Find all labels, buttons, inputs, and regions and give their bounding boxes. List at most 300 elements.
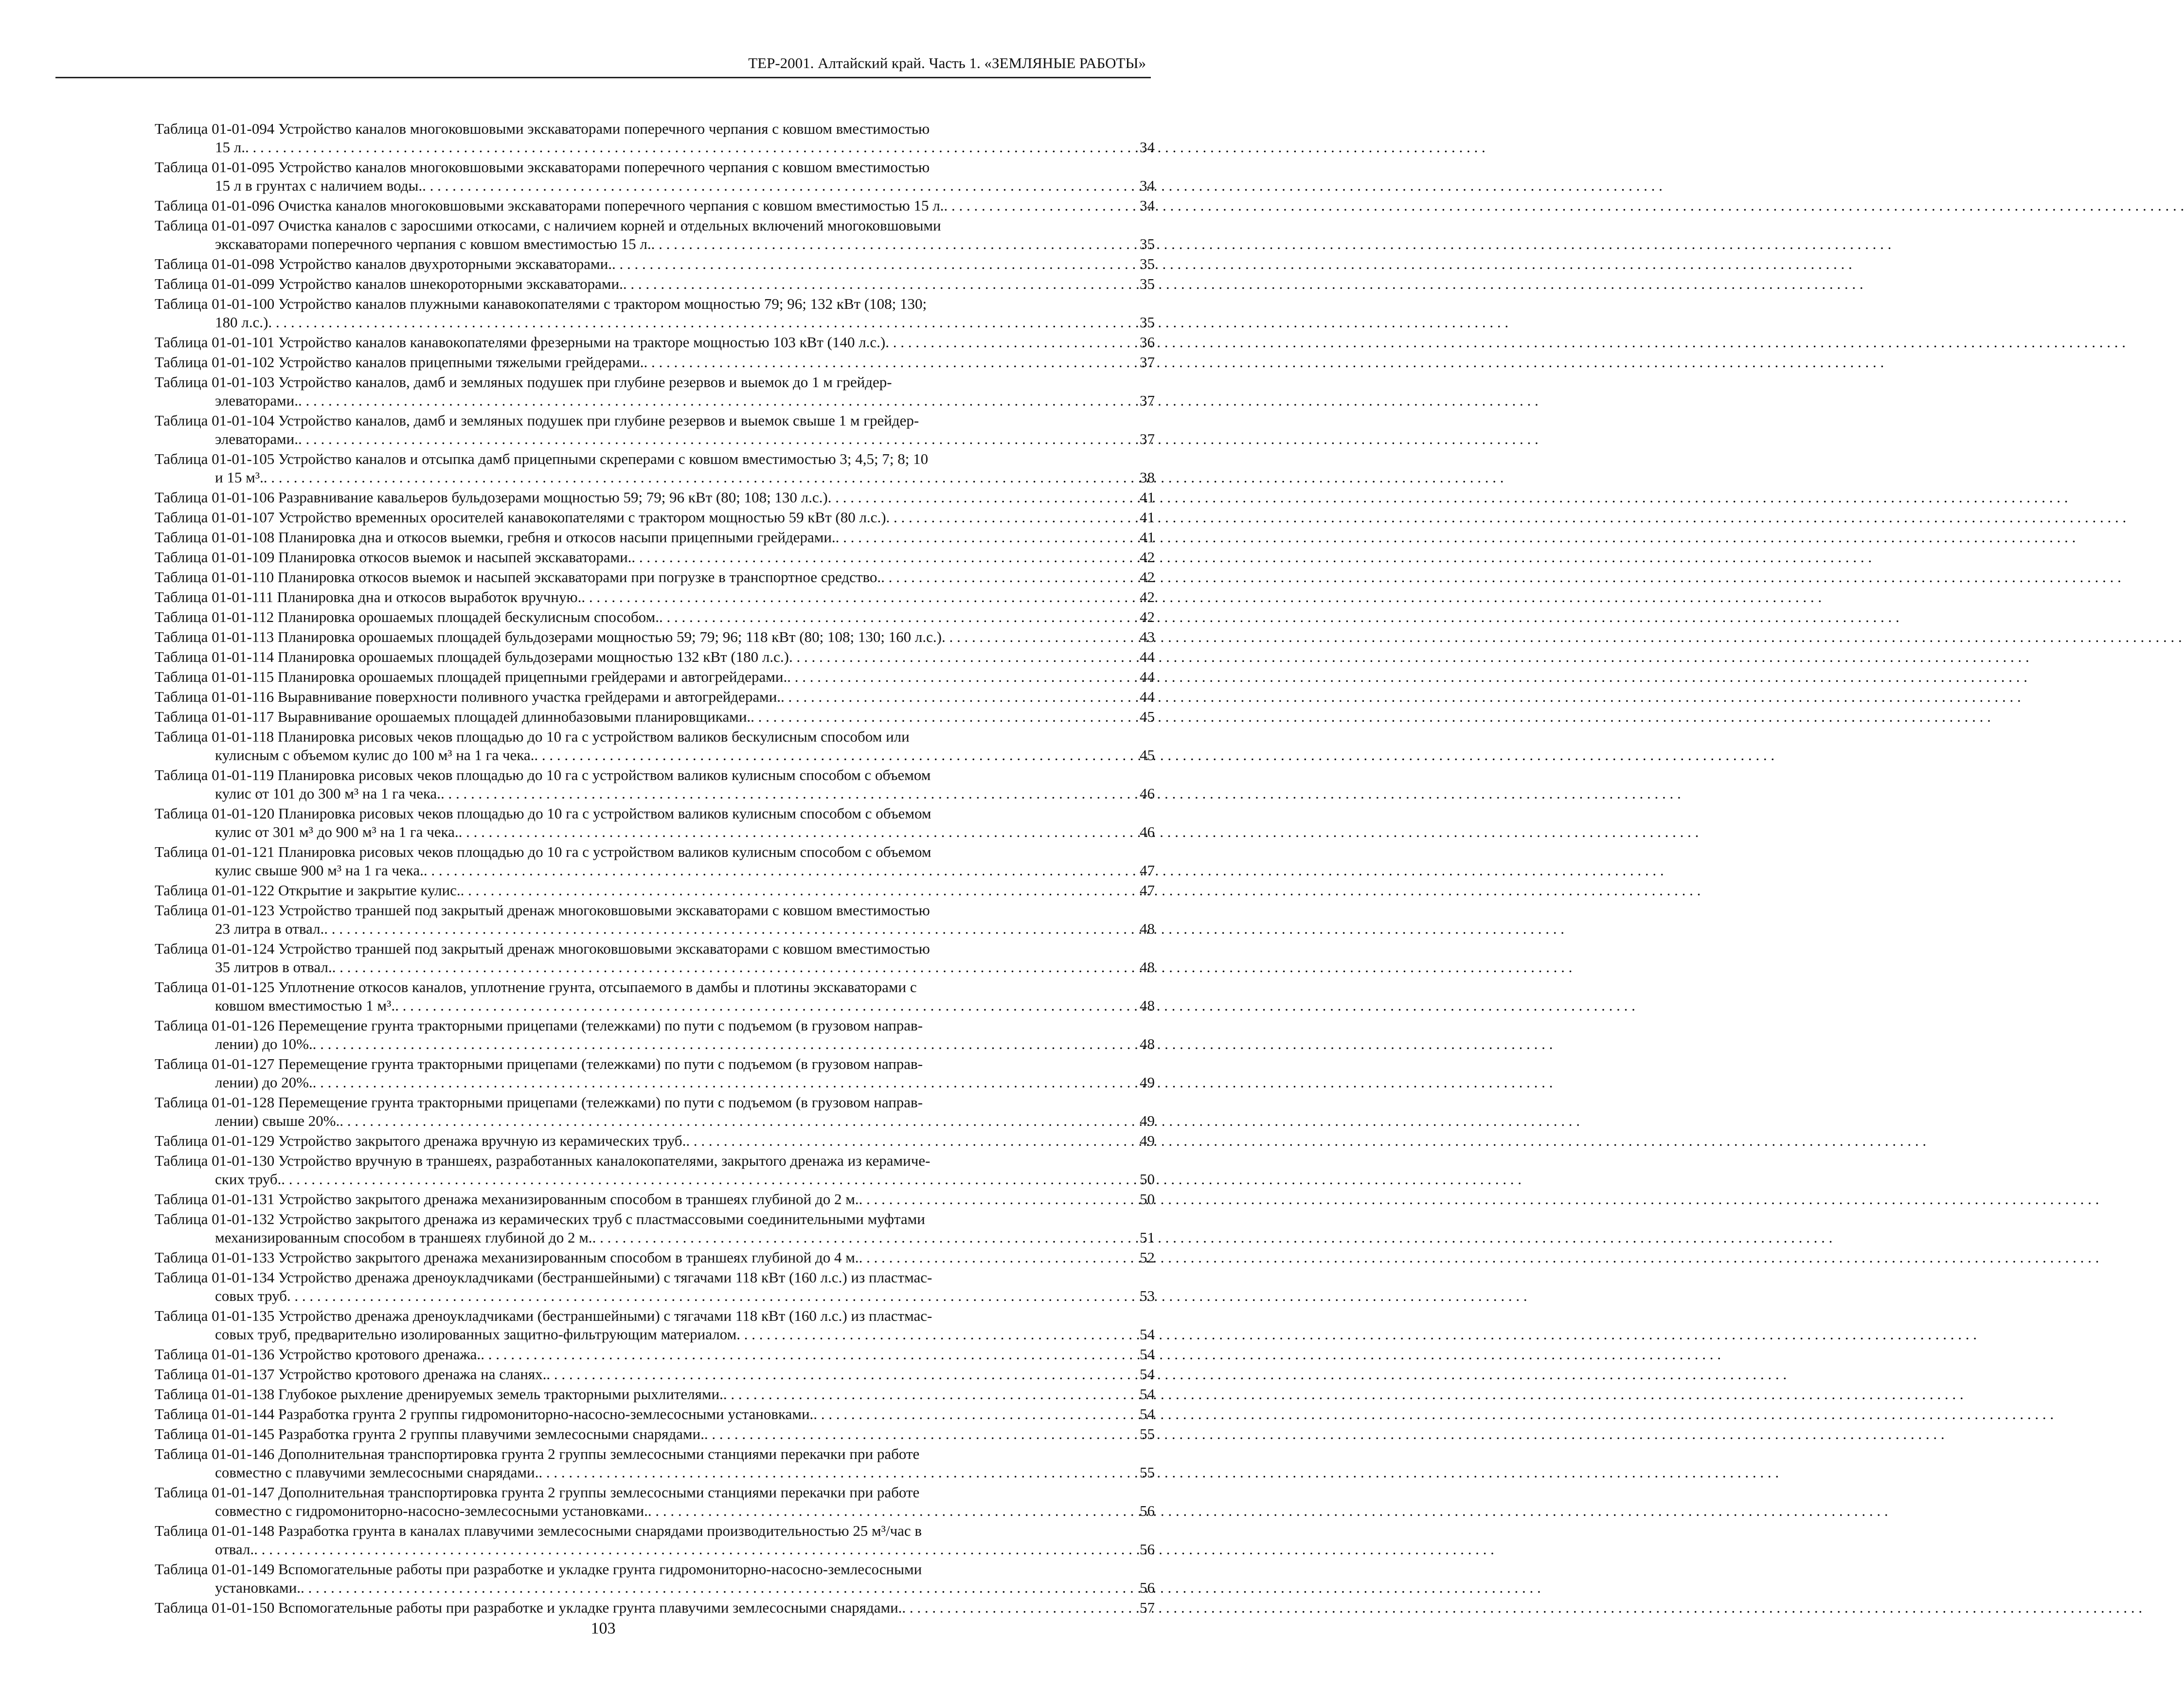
toc-entry	[155, 120, 1155, 157]
dot-leader	[828, 488, 1122, 507]
toc-entry-line	[155, 1345, 1155, 1364]
dot-leader	[546, 1365, 1122, 1384]
toc-entry-text: Таблица 01-01-112 Планировка орошаемых площадей бескулисным способом.	[155, 608, 659, 625]
toc-entry-page: 43	[1140, 628, 1155, 645]
toc-entry	[155, 255, 1155, 273]
toc-entry-page: 50	[1140, 1171, 1155, 1188]
toc-entry-line	[155, 823, 1155, 841]
toc-entry-text: кулис свыше 900 м³ на 1 га чека.	[215, 862, 424, 879]
toc-entry-text: Таблица 01-01-146 Дополнительная транспортировка грунта 2 группы землесосными станциями перекачки при работе	[155, 1445, 920, 1462]
toc-entry-text: 180 л.с.)	[215, 314, 269, 331]
toc-entry-page: 46	[1140, 785, 1155, 802]
toc-entry-text: Таблица 01-01-149 Вспомогательные работы при разработке и укладке грунта гидромониторно-насосно-землесосными	[155, 1561, 922, 1578]
toc-entry-line	[155, 391, 1155, 410]
dot-leader	[313, 1073, 1122, 1092]
toc-entry-line	[155, 588, 1155, 606]
toc-entry	[155, 1210, 1155, 1247]
toc-entry	[155, 1268, 1155, 1305]
toc-entry-text: кулис от 301 м³ до 900 м³ на 1 га чека.	[215, 823, 459, 840]
toc-entry-text: механизированным способом в траншеях глубиной до 2 м.	[215, 1229, 592, 1246]
toc-entry-line	[155, 843, 1155, 861]
toc-entry-page: 48	[1140, 997, 1155, 1014]
toc-entry-text: Таблица 01-01-107 Устройство временных оросителей канавокопателями с трактором мощностью 59 кВт (80 л.с.)	[155, 509, 886, 526]
toc-entry-line	[155, 688, 1155, 706]
dot-leader	[651, 235, 1122, 253]
toc-entry-page: 42	[1140, 588, 1155, 605]
toc-entry-page: 37	[1140, 354, 1155, 371]
toc-entry-line	[155, 1522, 1155, 1540]
toc-entry-page: 54	[1140, 1405, 1155, 1422]
dot-leader	[944, 196, 1122, 215]
dot-leader	[592, 1228, 1122, 1247]
toc-entry-line	[155, 920, 1155, 938]
toc-entry	[155, 216, 1155, 253]
toc-entry-page: 57	[1140, 1599, 1155, 1616]
toc-entry-page: 44	[1140, 688, 1155, 705]
toc-entry-line	[155, 708, 1155, 726]
toc-entry-line	[155, 138, 1155, 157]
dot-leader	[324, 920, 1122, 938]
toc-entry-text: Таблица 01-01-120 Планировка рисовых чеков площадью до 10 га с устройством валиков кулисным способом с объемом	[155, 805, 931, 822]
toc-entry-page: 35	[1140, 314, 1155, 331]
toc-entry-line	[155, 1035, 1155, 1053]
toc-entry-line	[155, 235, 1155, 253]
toc-entry	[155, 648, 1155, 666]
toc-entry-text: Таблица 01-01-128 Перемещение грунта тракторными прицепами (тележками) по пути с подъемом (в грузовом направ-	[155, 1094, 923, 1111]
toc-entry-text: совместно с плавучими землесосными снарядами.	[215, 1464, 539, 1481]
toc-entry-text: Таблица 01-01-106 Разравнивание кавальеров бульдозерами мощностью 59; 79; 96 кВт (80; 108; 130 л.с.)	[155, 489, 828, 506]
toc-entry-page: 44	[1140, 648, 1155, 665]
toc-entry-page: 35	[1140, 255, 1155, 272]
toc-entry-page: 54	[1140, 1326, 1155, 1343]
toc-entry	[155, 843, 1155, 880]
dot-leader	[942, 628, 1122, 646]
dot-leader	[751, 708, 1122, 726]
toc-entry-text: Таблица 01-01-098 Устройство каналов двухроторными экскаваторами.	[155, 255, 612, 272]
toc-entry-line	[155, 1385, 1155, 1404]
toc-entry-text: Таблица 01-01-095 Устройство каналов многоковшовыми экскаваторами поперечного черпания с ковшом вместимостью	[155, 159, 930, 176]
toc-entry-line	[155, 996, 1155, 1015]
toc-entry-text: Таблица 01-01-144 Разработка грунта 2 группы гидромониторно-насосно-землесосными установками.	[155, 1405, 814, 1422]
toc-entry-page: 42	[1140, 608, 1155, 625]
toc-entry-page: 45	[1140, 746, 1155, 764]
toc-entry-line	[155, 255, 1155, 273]
toc-entry-line	[155, 1502, 1155, 1520]
toc-entry-text: Таблица 01-01-127 Перемещение грунта тракторными прицепами (тележками) по пути с подъемом (в грузовом направ-	[155, 1055, 923, 1072]
toc-entry-line	[155, 468, 1155, 487]
toc-entry-line	[155, 901, 1155, 920]
toc-entry	[155, 688, 1155, 706]
toc-entry-page: 41	[1140, 489, 1155, 506]
dot-leader	[301, 1579, 1122, 1597]
toc-entry-text: Таблица 01-01-104 Устройство каналов, дамб и земляных подушек при глубине резервов и выемок свыше 1 м грейдер-	[155, 412, 919, 429]
toc-entry	[155, 1055, 1155, 1092]
dot-leader	[268, 313, 1122, 332]
toc-entry-line	[155, 804, 1155, 823]
toc-entry-line	[155, 648, 1155, 666]
toc-entry-text: кулисным с объемом кулис до 100 м³ на 1 га чека.	[215, 746, 535, 764]
toc-entry-line	[155, 728, 1155, 746]
toc-entry-text: Таблица 01-01-148 Разработка грунта в каналах плавучими землесосными снарядами производительностью 25 м³/час в	[155, 1522, 922, 1539]
dot-leader	[264, 468, 1122, 487]
dot-leader	[859, 1190, 1122, 1208]
toc-entry-line	[155, 668, 1155, 686]
toc-entry-line	[155, 1093, 1155, 1112]
toc-entry-line	[155, 450, 1155, 468]
dot-leader	[581, 588, 1122, 606]
dot-leader	[836, 528, 1122, 547]
dot-leader	[287, 1287, 1122, 1305]
toc-entry-line	[155, 1599, 1155, 1617]
toc-entry-page: 44	[1140, 668, 1155, 685]
toc-entry-line	[155, 978, 1155, 996]
toc-entry-text: отвал.	[215, 1541, 254, 1558]
toc-entry-line	[155, 1445, 1155, 1463]
dot-leader	[298, 430, 1122, 448]
dot-leader	[332, 958, 1122, 977]
toc-entry-line	[155, 881, 1155, 900]
toc-entry	[155, 1385, 1155, 1404]
toc-entry-text: Таблица 01-01-125 Уплотнение откосов каналов, уплотнение грунта, отсыпаемого в дамбы и плотины экскаваторами с	[155, 978, 917, 995]
dot-leader	[881, 568, 1122, 586]
toc-entry-text: 23 литра в отвал.	[215, 920, 324, 937]
toc-entry-text: лении) до 10%.	[215, 1035, 313, 1052]
toc-entry-text: Таблица 01-01-124 Устройство траншей под закрытый дренаж многоковшовыми экскаваторами с ковшом вместимостью	[155, 940, 930, 957]
toc-entry-page: 56	[1140, 1502, 1155, 1519]
toc-entry	[155, 978, 1155, 1015]
toc-entry-text: совых труб, предварительно изолированных защитно-фильтрующим материалом	[215, 1326, 737, 1343]
toc-entry-text: ковшом вместимостью 1 м³.	[215, 997, 395, 1014]
dot-leader	[534, 746, 1122, 764]
dot-leader	[623, 275, 1122, 293]
toc-entry-line	[155, 120, 1155, 138]
toc-entry-page: 55	[1140, 1464, 1155, 1481]
dot-leader	[644, 353, 1122, 372]
toc-entry-page: 47	[1140, 862, 1155, 879]
toc-entry-page: 51	[1140, 1229, 1155, 1246]
toc-entry-line	[155, 1463, 1155, 1482]
toc-entry-line	[155, 411, 1155, 430]
toc-entry-text: Таблица 01-01-131 Устройство закрытого дренажа механизированным способом в траншеях глубиной до 2 м.	[155, 1191, 859, 1208]
toc-entry-text: экскаваторами поперечного черпания с ковшом вместимостью 15 л.	[215, 235, 651, 252]
toc-entry-page: 34	[1140, 177, 1155, 194]
toc-entry	[155, 940, 1155, 977]
toc-entry-line	[155, 1425, 1155, 1443]
toc-entry-page: 55	[1140, 1425, 1155, 1442]
toc-entry-line	[155, 1190, 1155, 1208]
toc-entry-page: 49	[1140, 1132, 1155, 1149]
toc-entry-text: Таблица 01-01-103 Устройство каналов, дамб и земляных подушек при глубине резервов и выемок до 1 м грейдер-	[155, 373, 892, 391]
toc-entry-line	[155, 766, 1155, 784]
toc-entry-text: Таблица 01-01-096 Очистка каналов многоковшовыми экскаваторами поперечного черпания с ковшом вместимостью 15 л.	[155, 197, 944, 214]
toc-entry-text: Таблица 01-01-121 Планировка рисовых чеков площадью до 10 га с устройством валиков кулисным способом с объемом	[155, 843, 931, 860]
toc-entry	[155, 158, 1155, 195]
toc-entry	[155, 508, 1155, 527]
toc-entry-line	[155, 1152, 1155, 1170]
toc-entry	[155, 1248, 1155, 1267]
dot-leader	[781, 688, 1122, 706]
toc-entry-line	[155, 1560, 1155, 1579]
dot-leader	[441, 784, 1122, 803]
toc-entry-text: Таблица 01-01-114 Планировка орошаемых площадей бульдозерами мощностью 132 кВт (180 л.с.)	[155, 648, 789, 665]
toc-entry	[155, 1365, 1155, 1384]
dot-leader	[481, 1345, 1122, 1364]
toc-entry-text: Таблица 01-01-109 Планировка откосов выемок и насыпей экскаваторами.	[155, 549, 632, 566]
toc-entry-page: 34	[1140, 197, 1155, 214]
page-number: 103	[591, 1619, 616, 1637]
toc-entry	[155, 1345, 1155, 1364]
toc-entry-line	[155, 608, 1155, 626]
toc-entry-text: Таблица 01-01-094 Устройство каналов многоковшовыми экскаваторами поперечного черпания с ковшом вместимостью	[155, 120, 930, 137]
toc-entry-line	[155, 488, 1155, 507]
toc-entry-text: Таблица 01-01-129 Устройство закрытого дренажа вручную из керамических труб.	[155, 1132, 686, 1149]
toc-entry-text: 15 л.	[215, 139, 245, 156]
toc-entry-text: ских труб.	[215, 1171, 282, 1188]
toc-entry-line	[155, 295, 1155, 313]
toc-entry	[155, 1483, 1155, 1520]
toc-entry	[155, 668, 1155, 686]
toc-entry-page: 54	[1140, 1346, 1155, 1363]
toc-entry-page: 42	[1140, 569, 1155, 586]
toc-entry-page: 38	[1140, 469, 1155, 486]
toc-entry-line	[155, 548, 1155, 567]
toc-entry	[155, 353, 1155, 372]
toc-entry-text: Таблица 01-01-119 Планировка рисовых чеков площадью до 10 га с устройством валиков кулисным способом с объемом	[155, 766, 931, 783]
toc-entry-line	[155, 1228, 1155, 1247]
toc-entry-text: Таблица 01-01-101 Устройство каналов канавокопателями фрезерными на тракторе мощностью 103 кВт (140 л.с.)	[155, 334, 886, 351]
toc-entry-page: 35	[1140, 275, 1155, 292]
dot-leader	[902, 1599, 1122, 1617]
toc-entry-text: Таблица 01-01-097 Очистка каналов с заросшими откосами, с наличием корней и отдельных включений многоковшовыми	[155, 217, 941, 234]
toc-entry-text: 15 л в грунтах с наличием воды.	[215, 177, 423, 194]
dot-leader	[648, 1502, 1122, 1520]
toc-entry-text: Таблица 01-01-130 Устройство вручную в траншеях, разработанных каналокопателями, закрытого дренажа из керамиче-	[155, 1152, 931, 1169]
dot-leader	[395, 996, 1122, 1015]
toc-entry-text: Таблица 01-01-145 Разработка грунта 2 группы плавучими землесосными снарядами.	[155, 1425, 704, 1442]
toc-entry-line	[155, 373, 1155, 391]
toc-entry-page: 52	[1140, 1249, 1155, 1266]
toc-entry-line	[155, 1365, 1155, 1384]
page-header	[0, 0, 1206, 78]
toc-entry-line	[155, 177, 1155, 195]
toc-entry	[155, 804, 1155, 841]
toc-entry-page: 45	[1140, 708, 1155, 725]
dot-leader	[340, 1112, 1122, 1130]
dot-leader	[723, 1385, 1122, 1404]
toc-entry-line	[155, 1055, 1155, 1073]
toc-entry	[155, 628, 1155, 646]
toc-entry-line	[155, 1287, 1155, 1305]
dot-leader	[859, 1248, 1122, 1267]
toc-entry-page: 42	[1140, 549, 1155, 566]
toc-entry-text: Таблица 01-01-126 Перемещение грунта тракторными прицепами (тележками) по пути с подъемом (в грузовом направ-	[155, 1017, 923, 1034]
toc-entry-text: и 15 м³.	[215, 469, 264, 486]
toc-entry-text: Таблица 01-01-137 Устройство кротового дренажа на сланях.	[155, 1366, 547, 1383]
table-of-contents	[155, 120, 1155, 1618]
toc-entry-page: 46	[1140, 823, 1155, 840]
dot-leader	[254, 1540, 1122, 1559]
toc-entry-text: Таблица 01-01-115 Планировка орошаемых площадей прицепными грейдерами и автогрейдерами.	[155, 668, 788, 685]
dot-leader	[298, 391, 1122, 410]
toc-entry-text: Таблица 01-01-133 Устройство закрытого дренажа механизированным способом в траншеях глубиной до 4 м.	[155, 1249, 859, 1266]
toc-entry-page: 48	[1140, 920, 1155, 937]
toc-entry	[155, 766, 1155, 803]
toc-entry	[155, 708, 1155, 726]
toc-entry-text: Таблица 01-01-123 Устройство траншей под закрытый дренаж многоковшовыми экскаваторами с ковшом вместимостью	[155, 902, 930, 919]
toc-entry-line	[155, 158, 1155, 177]
toc-entry	[155, 881, 1155, 900]
toc-entry	[155, 488, 1155, 507]
dot-leader	[612, 255, 1122, 273]
toc-entry-text: Таблица 01-01-138 Глубокое рыхление дренируемых земель тракторными рыхлителями.	[155, 1386, 723, 1403]
toc-entry	[155, 728, 1155, 764]
dot-leader	[538, 1463, 1122, 1482]
dot-leader	[424, 861, 1122, 880]
toc-entry-line	[155, 528, 1155, 547]
toc-entry-line	[155, 508, 1155, 527]
dot-leader	[885, 333, 1122, 352]
dot-leader	[704, 1425, 1122, 1443]
toc-entry-text: Таблица 01-01-122 Открытие и закрытие кулис.	[155, 882, 461, 899]
toc-entry-line	[155, 861, 1155, 880]
toc-entry	[155, 373, 1155, 410]
toc-entry-page: 47	[1140, 882, 1155, 899]
toc-entry-line	[155, 1248, 1155, 1267]
dot-leader	[789, 648, 1122, 666]
toc-entry-text: Таблица 01-01-147 Дополнительная транспортировка грунта 2 группы землесосными станциями перекачки при работе	[155, 1484, 920, 1501]
toc-entry	[155, 568, 1155, 586]
toc-entry	[155, 1307, 1155, 1344]
toc-entry-line	[155, 1579, 1155, 1597]
toc-entry	[155, 1016, 1155, 1053]
toc-entry	[155, 1152, 1155, 1189]
toc-entry	[155, 1132, 1155, 1150]
toc-entry-line	[155, 568, 1155, 586]
toc-entry	[155, 1445, 1155, 1482]
dot-leader	[313, 1035, 1122, 1053]
toc-entry	[155, 1093, 1155, 1130]
dot-leader	[686, 1132, 1122, 1150]
toc-entry-text: Таблица 01-01-100 Устройство каналов плужными канавокопателями с трактором мощностью 79; 96; 132 кВт (108; 130;	[155, 295, 927, 312]
dot-leader	[461, 881, 1122, 900]
toc-entry-page: 35	[1140, 235, 1155, 252]
toc-entry-page: 41	[1140, 509, 1155, 526]
toc-entry-line	[155, 1483, 1155, 1502]
toc-entry-text: Таблица 01-01-108 Планировка дна и откосов выемки, гребня и откосов насыпи прицепными грейдерами.	[155, 529, 836, 546]
toc-entry-line	[155, 1540, 1155, 1559]
toc-entry-text: Таблица 01-01-116 Выравнивание поверхности поливного участка грейдерами и автогрейдерами.	[155, 688, 781, 705]
toc-entry-line	[155, 746, 1155, 764]
toc-entry-line	[155, 1132, 1155, 1150]
toc-entry-text: лении) свыше 20%.	[215, 1112, 340, 1129]
toc-entry	[155, 411, 1155, 448]
toc-entry-page: 56	[1140, 1541, 1155, 1558]
toc-entry-line	[155, 1405, 1155, 1423]
toc-entry-text: элеваторами.	[215, 392, 299, 409]
toc-entry-line	[155, 216, 1155, 235]
toc-entry-page: 54	[1140, 1386, 1155, 1403]
toc-entry-page: 37	[1140, 392, 1155, 409]
toc-entry-line	[155, 784, 1155, 803]
dot-leader	[459, 823, 1122, 841]
toc-entry-page: 53	[1140, 1287, 1155, 1304]
toc-entry	[155, 901, 1155, 938]
toc-entry	[155, 1560, 1155, 1597]
toc-entry-page: 50	[1140, 1191, 1155, 1208]
toc-entry-text: Таблица 01-01-105 Устройство каналов и отсыпка дамб прицепными скреперами с ковшом вместимостью 3; 4,5; 7; 8; 10	[155, 450, 929, 467]
dot-leader	[787, 668, 1122, 686]
toc-entry-text: Таблица 01-01-102 Устройство каналов прицепными тяжелыми грейдерами.	[155, 354, 644, 371]
toc-entry-text: Таблица 01-01-134 Устройство дренажа дреноукладчиками (бестраншейными) с тягачами 118 кВт (160 л.с.) из пластмас-	[155, 1269, 932, 1286]
toc-entry-text: Таблица 01-01-110 Планировка откосов выемок и насыпей экскаваторами при погрузке в транспортное средство.	[155, 569, 881, 586]
toc-entry-page: 49	[1140, 1074, 1155, 1091]
toc-entry	[155, 1405, 1155, 1423]
header-rule	[55, 77, 1151, 78]
toc-entry-page: 54	[1140, 1366, 1155, 1383]
toc-entry-page: 56	[1140, 1579, 1155, 1596]
toc-entry-page: 34	[1140, 139, 1155, 156]
toc-entry-line	[155, 353, 1155, 372]
toc-entry-line	[155, 1268, 1155, 1287]
toc-entry	[155, 275, 1155, 293]
toc-entry	[155, 528, 1155, 547]
toc-entry	[155, 333, 1155, 352]
toc-entry-page: 36	[1140, 334, 1155, 351]
toc-entry-text: установками.	[215, 1579, 301, 1596]
toc-entry-text: лении) до 20%.	[215, 1074, 313, 1091]
toc-entry-line	[155, 430, 1155, 448]
toc-entry-text: кулис от 101 до 300 м³ на 1 га чека.	[215, 785, 441, 802]
toc-entry-line	[155, 313, 1155, 332]
toc-entry-text: Таблица 01-01-099 Устройство каналов шнекороторными экскаваторами.	[155, 275, 623, 292]
toc-entry	[155, 548, 1155, 567]
toc-entry-page: 41	[1140, 529, 1155, 546]
toc-entry-line	[155, 628, 1155, 646]
toc-entry-text: Таблица 01-01-118 Планировка рисовых чеков площадью до 10 га с устройством валиков бескулисным способом или	[155, 728, 910, 745]
toc-entry-line	[155, 1307, 1155, 1325]
toc-entry-page: 48	[1140, 959, 1155, 976]
dot-leader	[886, 508, 1122, 527]
toc-entry-line	[155, 1325, 1155, 1344]
toc-entry-page: 49	[1140, 1112, 1155, 1129]
toc-entry-page: 48	[1140, 1035, 1155, 1052]
toc-entry-line	[155, 1073, 1155, 1092]
dot-leader	[659, 608, 1122, 626]
toc-entry	[155, 196, 1155, 215]
dot-leader	[736, 1325, 1122, 1344]
toc-entry-line	[155, 1112, 1155, 1130]
dot-leader	[631, 548, 1122, 567]
toc-entry	[155, 450, 1155, 487]
toc-entry-text: Таблица 01-01-111 Планировка дна и откосов выработок вручную.	[155, 588, 582, 605]
toc-entry	[155, 1522, 1155, 1559]
toc-entry	[155, 1425, 1155, 1443]
toc-entry-text: 35 литров в отвал.	[215, 959, 332, 976]
toc-entry	[155, 588, 1155, 606]
toc-entry-text: Таблица 01-01-150 Вспомогательные работы при разработке и укладке грунта плавучими землесосными снарядами.	[155, 1599, 902, 1616]
toc-entry	[155, 1599, 1155, 1617]
toc-entry	[155, 608, 1155, 626]
toc-entry-text: Таблица 01-01-135 Устройство дренажа дреноукладчиками (бестраншейными) с тягачами 118 кВт (160 л.с.) из пластмас-	[155, 1307, 932, 1324]
toc-entry-text: Таблица 01-01-117 Выравнивание орошаемых площадей длиннобазовыми планировщиками.	[155, 708, 751, 725]
toc-entry	[155, 295, 1155, 332]
toc-entry-line	[155, 196, 1155, 215]
toc-entry-text: совместно с гидромониторно-насосно-землесосными установками.	[215, 1502, 648, 1519]
toc-entry-text: элеваторами.	[215, 430, 299, 447]
toc-entry-line	[155, 940, 1155, 958]
toc-entry-text: Таблица 01-01-132 Устройство закрытого дренажа из керамических труб с пластмассовыми соединительными муфтами	[155, 1210, 925, 1227]
dot-leader	[245, 138, 1122, 157]
